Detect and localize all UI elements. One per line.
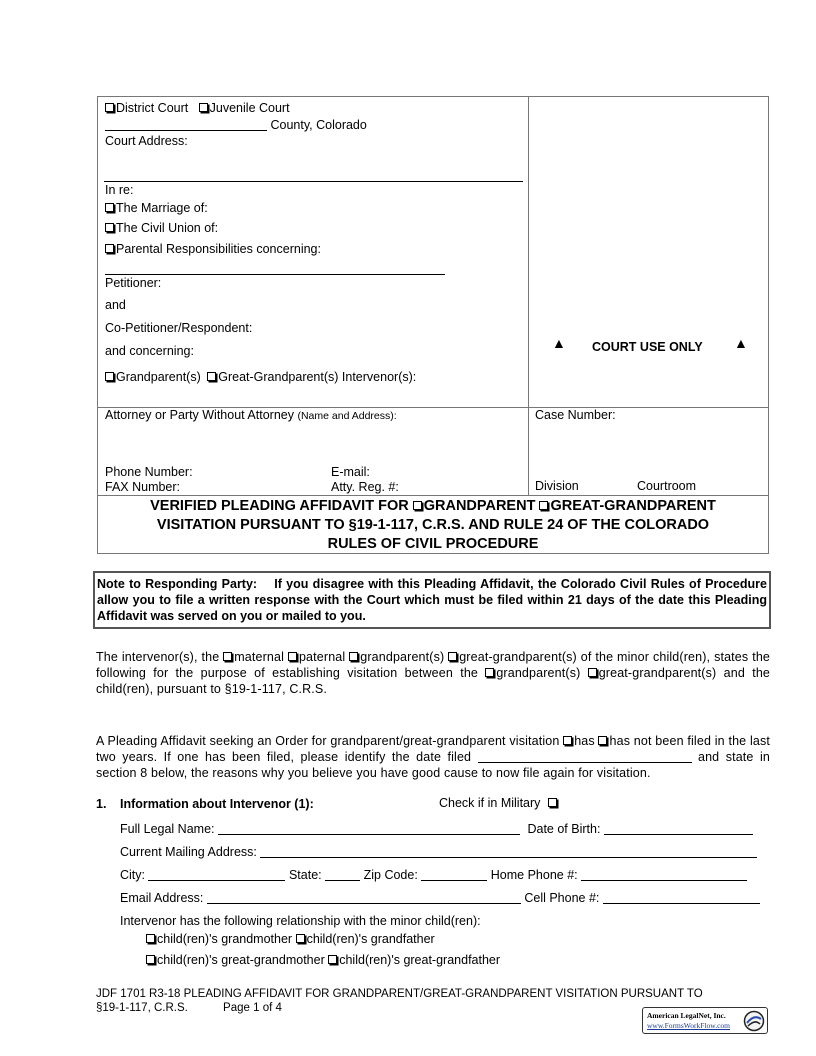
title-line-3: RULES OF CIVIL PROCEDURE — [327, 536, 539, 552]
paternal-label: paternal — [298, 650, 346, 664]
parental-resp-label: Parental Responsibilities concerning: — [116, 242, 321, 256]
p1-text-b: states the following for the purpose of establishing visitation between the — [96, 650, 771, 680]
date-filed-field[interactable] — [478, 750, 692, 763]
great-grandfather-label: child(ren)'s great-grandfather — [339, 953, 501, 967]
attorney-label-row — [105, 408, 397, 422]
legalnet-logo[interactable] — [642, 1007, 768, 1034]
city-label: City: — [120, 868, 145, 882]
military-checkbox[interactable] — [548, 798, 557, 807]
attorney-sublabel: (Name and Address): — [297, 410, 397, 422]
fax-label: FAX Number: — [105, 480, 181, 494]
title-prefix: VERIFIED PLEADING AFFIDAVIT FOR — [150, 498, 409, 514]
juvenile-court-checkbox[interactable] — [199, 103, 208, 112]
title-line-2: VISITATION PURSUANT TO §19-1-117, C.R.S. AND RULE 24 OF THE COLORADO — [156, 517, 710, 533]
grandfather-label: child(ren)'s grandfather — [306, 932, 435, 946]
great-grandmother-checkbox[interactable] — [146, 955, 155, 964]
and-concerning-label: and concerning: — [105, 344, 194, 358]
title-grandparent-label: GRANDPARENT — [423, 498, 536, 514]
note-text: If you disagree with this Pleading Affidavit, the Colorado Civil Rules of Procedure allow you to file a written response with the Court which must be filed within 21 days of the date this Pleading Affidavit was served on you or mailed to you. — [97, 577, 767, 623]
great-grandparent-checkbox[interactable] — [207, 372, 216, 381]
has-not-label: has not been filed in — [609, 734, 725, 748]
form-title — [98, 497, 768, 554]
title-great-grandparent-checkbox[interactable] — [539, 501, 548, 510]
p1-text-a: The intervenor(s), the — [96, 650, 220, 664]
county-field[interactable] — [105, 118, 267, 131]
globe-icon — [743, 1010, 765, 1032]
zip-label: Zip Code: — [363, 868, 418, 882]
mailing-row — [120, 845, 757, 859]
county-row — [105, 118, 367, 132]
cell-phone-field[interactable] — [603, 891, 760, 904]
footer-form-title: PLEADING AFFIDAVIT FOR GRANDPARENT/GREAT-GRANDPARENT VISITATION PURSUANT TO — [183, 988, 703, 1000]
great-grandmother-label: child(ren)'s great-grandmother — [157, 953, 325, 967]
full-name-label: Full Legal Name: — [120, 822, 215, 836]
atty-reg-label: Atty. Reg. #: — [331, 480, 399, 494]
names-line-row — [105, 262, 445, 276]
p1-great-grandparent-label: great-grandparent(s) of the minor child(ren), — [459, 650, 711, 664]
dob-field[interactable] — [604, 822, 753, 835]
p2-text-b: the last two years. If one has been filed, please identify the date filed — [96, 734, 771, 764]
title-great-grandparent-label: GREAT-GRANDPARENT — [550, 498, 716, 514]
courtroom-label: Courtroom — [637, 479, 697, 493]
state-field[interactable] — [325, 868, 360, 881]
mailing-field[interactable] — [260, 845, 757, 858]
zip-field[interactable] — [421, 868, 487, 881]
p1-grandparent-checkbox[interactable] — [349, 652, 358, 661]
caption-border-right — [768, 96, 769, 554]
civil-union-checkbox[interactable] — [105, 223, 114, 232]
caption-divider-vertical — [528, 96, 529, 495]
section1-heading: Information about Intervenor (1): — [120, 797, 314, 811]
has-checkbox[interactable] — [563, 736, 572, 745]
note-box — [93, 571, 771, 629]
caption-border-top — [97, 96, 769, 97]
footer-form-id: JDF 1701 R3-18 — [96, 988, 181, 1000]
has-not-checkbox[interactable] — [598, 736, 607, 745]
cell-phone-label: Cell Phone #: — [524, 891, 600, 905]
military-row — [439, 796, 559, 810]
p1-great-grandparent-checkbox[interactable] — [448, 652, 457, 661]
marriage-label: The Marriage of: — [116, 201, 208, 215]
great-grandparent-label: Great-Grandparent(s) Intervenor(s): — [218, 370, 417, 384]
grandparent-checkbox[interactable] — [105, 372, 114, 381]
city-row — [120, 868, 747, 882]
parental-resp-checkbox[interactable] — [105, 244, 114, 253]
maternal-checkbox[interactable] — [223, 652, 232, 661]
note-label: Note to Responding Party: — [97, 577, 258, 591]
civil-union-row — [105, 221, 218, 235]
military-label: Check if in Military — [439, 796, 541, 810]
court-address-label: Court Address: — [105, 134, 188, 148]
rel-row-2 — [146, 953, 500, 967]
district-court-checkbox[interactable] — [105, 103, 114, 112]
footer-statute: §19-1-117, C.R.S. — [96, 1002, 188, 1014]
email-address-field[interactable] — [207, 891, 521, 904]
section1-number: 1. — [96, 797, 107, 811]
p2-text-a: A Pleading Affidavit seeking an Order for grandparent/great-grandparent visitation — [96, 734, 560, 748]
p1-text-c: and the child(ren), pursuant to §19-1-117, C.R.S. — [96, 666, 771, 696]
state-label: State: — [288, 868, 322, 882]
email-label: E-mail: — [331, 465, 370, 479]
home-phone-field[interactable] — [581, 868, 747, 881]
email-row — [120, 891, 760, 905]
phone-label: Phone Number: — [105, 465, 193, 479]
petitioner-label: Petitioner: — [105, 276, 162, 290]
intervenor-statement — [96, 649, 770, 697]
intervenor-type-row — [105, 370, 416, 384]
mailing-label: Current Mailing Address: — [120, 845, 257, 859]
parental-resp-row — [105, 242, 321, 256]
names-field[interactable] — [105, 262, 445, 275]
dob-label: Date of Birth: — [527, 822, 601, 836]
prior-affidavit-statement — [96, 733, 770, 781]
relationship-text: Intervenor has the following relationship with the minor child(ren): — [120, 914, 481, 928]
court-address-line[interactable] — [104, 181, 523, 182]
copetitioner-label: Co-Petitioner/Respondent: — [105, 321, 253, 335]
grandmother-checkbox[interactable] — [146, 934, 155, 943]
footer-line-1 — [96, 988, 703, 1000]
caption-divider-title — [97, 495, 769, 496]
logo-line-2: www.FormsWorkFlow.com — [647, 1021, 731, 1030]
logo-line-1: American LegalNet, Inc. — [647, 1011, 726, 1020]
case-number-label: Case Number: — [535, 408, 616, 422]
page-number: Page 1 of 4 — [223, 1002, 282, 1014]
has-label: has — [574, 734, 595, 748]
note-text-block — [97, 576, 767, 624]
triangle-right-icon: ▲ — [734, 335, 748, 351]
court-use-only: COURT USE ONLY — [592, 340, 703, 354]
district-court-label: District Court — [116, 101, 189, 115]
maternal-label: maternal — [234, 650, 285, 664]
in-re-label: In re: — [105, 183, 134, 197]
full-name-field[interactable] — [218, 822, 520, 835]
marriage-checkbox[interactable] — [105, 203, 114, 212]
marriage-row — [105, 201, 208, 215]
grandmother-label: child(ren)'s grandmother — [157, 932, 293, 946]
title-line-1 — [98, 497, 768, 516]
rel-row-1 — [146, 932, 435, 946]
caption-border-left — [97, 96, 98, 554]
title-grandparent-checkbox[interactable] — [413, 501, 422, 510]
home-phone-label: Home Phone #: — [490, 868, 578, 882]
p1-great-grandparent2-label: great-grandparent(s) — [598, 666, 717, 680]
court-type-row — [105, 101, 290, 115]
p2-text-b-end: and — [697, 750, 720, 764]
county-suffix: County, Colorado — [270, 118, 367, 132]
p1-great-grandparent2-checkbox[interactable] — [588, 668, 597, 677]
p1-grandparent-label: grandparent(s) — [360, 650, 445, 664]
grandfather-checkbox[interactable] — [296, 934, 305, 943]
division-label: Division — [535, 479, 579, 493]
footer-line-2 — [96, 1002, 282, 1014]
p1-grandparent2-checkbox[interactable] — [485, 668, 494, 677]
juvenile-court-label: Juvenile Court — [209, 101, 290, 115]
great-grandfather-checkbox[interactable] — [328, 955, 337, 964]
p1-grandparent2-label: grandparent(s) — [496, 666, 581, 680]
and-label: and — [105, 298, 126, 312]
paternal-checkbox[interactable] — [288, 652, 297, 661]
full-name-row — [120, 822, 753, 836]
email-address-label: Email Address: — [120, 891, 204, 905]
civil-union-label: The Civil Union of: — [116, 221, 219, 235]
city-field[interactable] — [148, 868, 285, 881]
triangle-left-icon: ▲ — [552, 335, 566, 351]
p2-text-c: state in section 8 below, the reasons why you believe you have good cause to now file again for visitation. — [96, 750, 770, 780]
grandparent-label: Grandparent(s) — [116, 370, 201, 384]
attorney-label: Attorney or Party Without Attorney — [105, 408, 294, 422]
